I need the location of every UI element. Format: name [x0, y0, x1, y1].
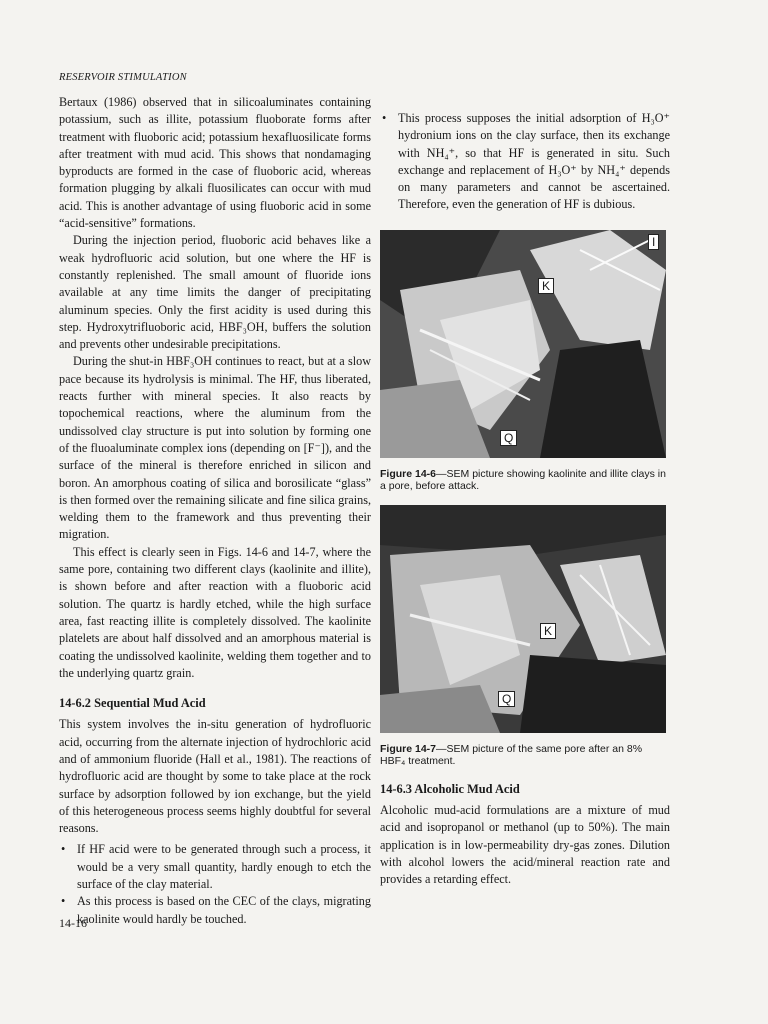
caption-label: Figure 14-6: [380, 467, 437, 480]
bullet-icon: •: [61, 894, 66, 909]
bullet-list: [59, 841, 371, 927]
paragraph: During the shut-in HBF₃OH continues to react, but at a slow pace because its hydrolysis is minimal. The HF, thus liberated, reacts further with mineral species. It also reacts by topochemical reactions, where the aluminum from the undissolved clay structure is put into solution by forming one of the fluoaluminate complex ions (depending on [F⁻]), and the surface of the mineral is therefore enriched in silicon and boron. An amorphous coating of silica and borosilicate “glass” is then formed over the remaining silicate and fine silica grains, welding them to the framework and thus preventing their migration.: [59, 354, 371, 542]
section-heading-alcoholic-mud-acid: 14-6.3 Alcoholic Mud Acid: [380, 781, 520, 796]
figure-14-7: [380, 505, 666, 768]
paragraph: During the injection period, fluoboric acid behaves like a weak hydrofluoric acid solution, but one where the HF is constantly replenished. The small amount of fluoride ions available at any time limits the danger of precipitating aluminum species. Only the first acidity is used during this step. Hydroxytrifluoboric acid, HBF₃OH, buffers the solution and prevents other undesirable precipitations.: [59, 233, 371, 352]
running-header: RESERVOIR STIMULATION: [59, 72, 187, 83]
left-column: [59, 94, 371, 928]
sem-photo-after: [380, 505, 666, 733]
list-item: [380, 110, 670, 214]
photo-label-q: Q: [498, 691, 515, 707]
photo-label-i: I: [648, 234, 659, 250]
list-item: [59, 893, 371, 928]
figure-14-6: [380, 230, 666, 493]
figure-caption: [380, 743, 666, 768]
caption-label: Figure 14-7: [380, 742, 437, 755]
bullet-list: [380, 110, 670, 214]
paragraph: Alcoholic mud-acid formulations are a mixture of mud acid and isopropanol or methanol (up to 50%). The main application is in low-permeability dry-gas zones. Dilution with alcohol lowers the acid/mineral reaction rate and provides a retarding effect.: [380, 803, 670, 887]
caption-text: —SEM picture showing kaolinite and illite clays in a pore, before attack.: [380, 467, 666, 493]
list-item-text: If HF acid were to be generated through such a process, it would be a very small quantity, hardly enough to etch the surface of the clay material.: [77, 842, 371, 892]
photo-label-q: Q: [500, 430, 517, 446]
paragraph: This effect is clearly seen in Figs. 14-6 and 14-7, where the same pore, containing two different clays (kaolinite and illite), is shown before and after reaction with a fluoboric acid solution. The quartz is hardly etched, while the high surface area, fast reacting illite is completely dissolved. The kaolinite platelets are about half dissolved and an amorphous material is coating the undissolved kaolinite, welding them together and to the underlying quartz grain.: [59, 544, 371, 680]
bullet-icon: •: [61, 842, 66, 857]
caption-text: —SEM picture of the same pore after an 8% HBF₄ treatment.: [380, 742, 643, 768]
sem-photo-before: [380, 230, 666, 458]
figure-caption: [380, 468, 666, 493]
list-item-text: As this process is based on the CEC of the clays, migrating kaolinite would hardly be touched.: [77, 894, 371, 926]
right-column: [380, 110, 670, 889]
photo-label-k: K: [540, 623, 556, 639]
section-heading-sequential-mud-acid: 14-6.2 Sequential Mud Acid: [59, 696, 206, 711]
list-item-text: This process supposes the initial adsorption of H₃O⁺ hydronium ions on the clay surface, then its exchange with NH₄⁺, so that HF is generated in situ. Such exchange and replacement of H₃O⁺ by NH₄⁺ depends on many parameters and cannot be ascertained. Therefore, even the generation of HF is dubious.: [398, 111, 670, 212]
paragraph: Bertaux (1986) observed that in silicoaluminates containing potassium, such as illite, potassium fluoborate forms after treatment with fluoboric acid; potassium hexafluosilicate forms after treatment with mud acid. This shows that nondamaging byproducts are formed in the case of fluoboric acid, whereas formation plugging by alkali fluosilicates can occur with mud acid. This is another advantage of using fluoboric acid in some “acid-sensitive” formations.: [59, 95, 371, 231]
photo-label-k: K: [538, 278, 554, 294]
page-number: 14-16: [59, 916, 87, 930]
paragraph: This system involves the in-situ generation of hydrofluoric acid, occurring from the alternate injection of hydrochloric acid and of ammonium fluoride (Hall et al., 1981). The reactions of hydrofluoric acid are thought by some to take place at the rock surface by adsorption followed by ion exchange, but the yield of this heterogeneous process seems highly doubtful for several reasons.: [59, 717, 371, 836]
bullet-icon: •: [382, 111, 387, 125]
list-item: [59, 841, 371, 893]
